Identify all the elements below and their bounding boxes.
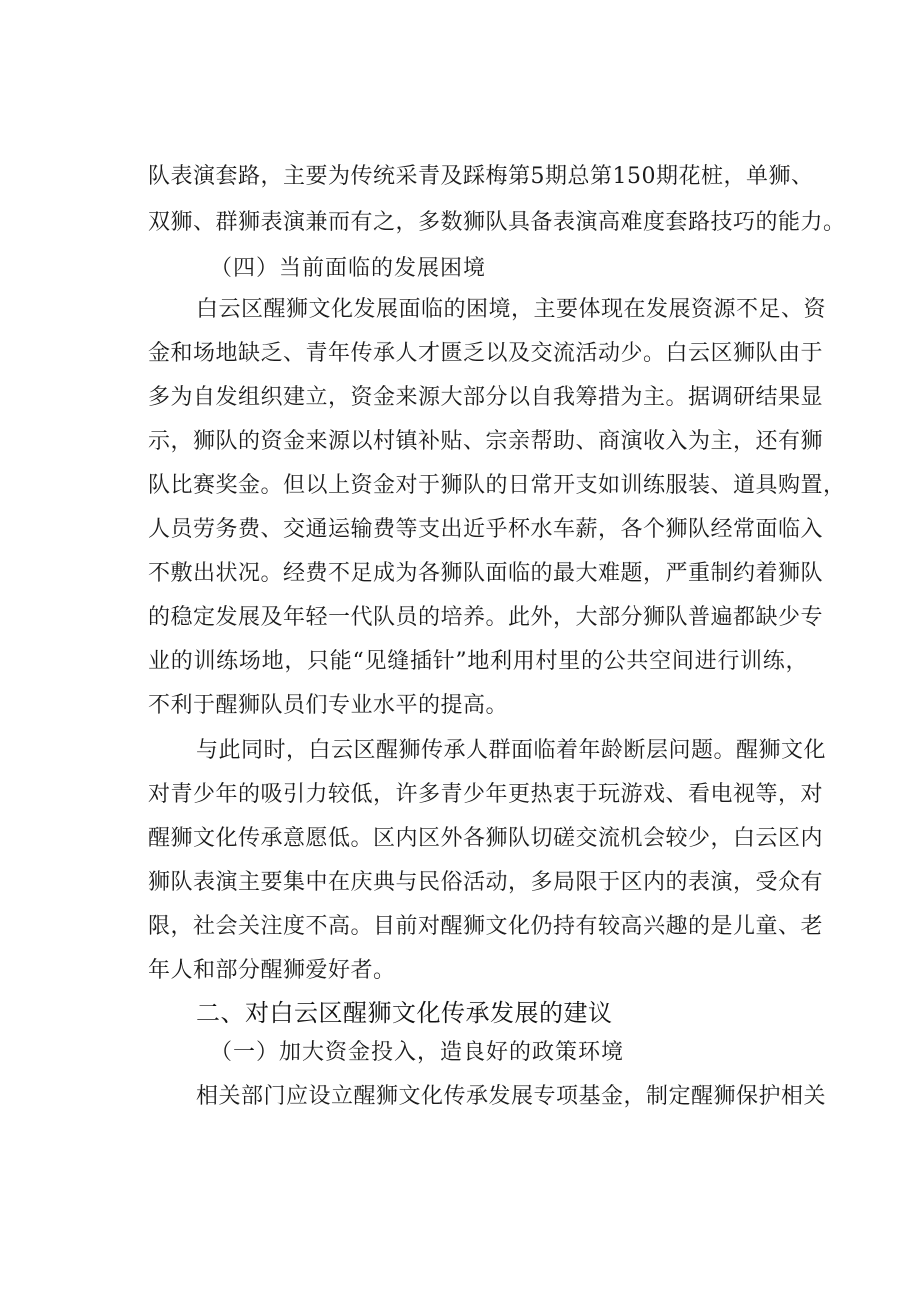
paragraph-line: 与此同时，白云区醒狮传承人群面临着年龄断层问题。醒狮文化: [196, 738, 827, 763]
paragraph-line: 人员劳务费、交通运输费等支出近乎杯水车薪，各个狮队经常面临入: [148, 517, 824, 542]
paragraph-line: 金和场地缺乏、青年传承人才匮乏以及交流活动少。白云区狮队由于: [148, 341, 824, 366]
paragraph-line: 白云区醒狮文化发展面临的困境，主要体现在发展资源不足、资: [196, 297, 827, 322]
paragraph-line: 不敷出状况。经费不足成为各狮队面临的最大难题，严重制约着狮队: [148, 561, 824, 586]
paragraph-line: 示，狮队的资金来源以村镇补贴、宗亲帮助、商演收入为主，还有狮: [148, 429, 824, 454]
paragraph-line: 多为自发组织建立，资金来源大部分以自我筹措为主。据调研结果显: [148, 385, 824, 410]
subheading-difficulties: （四）当前面临的发展困境: [210, 256, 487, 281]
paragraph-line: 醒狮文化传承意愿低。区内区外各狮队切磋交流机会较少，白云区内: [148, 826, 824, 851]
paragraph-line: 对青少年的吸引力较低，许多青少年更热衷于玩游戏、看电视等，对: [148, 782, 824, 807]
paragraph-line: 的稳定发展及年轻一代队员的培养。此外，大部分狮队普遍都缺少专: [148, 605, 824, 630]
section-heading: 二、对白云区醒狮文化传承发展的建议: [196, 999, 613, 1027]
subheading-funding: （一）加大资金投入，造良好的政策环境: [210, 1040, 625, 1065]
paragraph-line: 狮队表演主要集中在庆典与民俗活动，多局限于区内的表演，受众有: [148, 870, 824, 895]
paragraph-line: 年人和部分醒狮爱好者。: [148, 958, 396, 983]
paragraph-line: 队表演套路，主要为传统采青及踩梅第5期总第150期花桩，单狮、: [148, 164, 814, 189]
paragraph-line: 双狮、群狮表演兼而有之，多数狮队具备表演高难度套路技巧的能力。: [148, 210, 846, 235]
paragraph-line: 不利于醒狮队员们专业水平的提高。: [148, 693, 509, 718]
paragraph-line: 队比赛奖金。但以上资金对于狮队的日常开支如训练服装、道具购置，: [148, 473, 846, 498]
paragraph-line: 限，社会关注度不高。目前对醒狮文化仍持有较高兴趣的是儿童、老: [148, 914, 824, 939]
paragraph-line: 相关部门应设立醒狮文化传承发展专项基金，制定醒狮保护相关: [196, 1084, 827, 1109]
paragraph-line: 业的训练场地，只能“见缝插针”地利用村里的公共空间进行训练，: [148, 649, 808, 674]
